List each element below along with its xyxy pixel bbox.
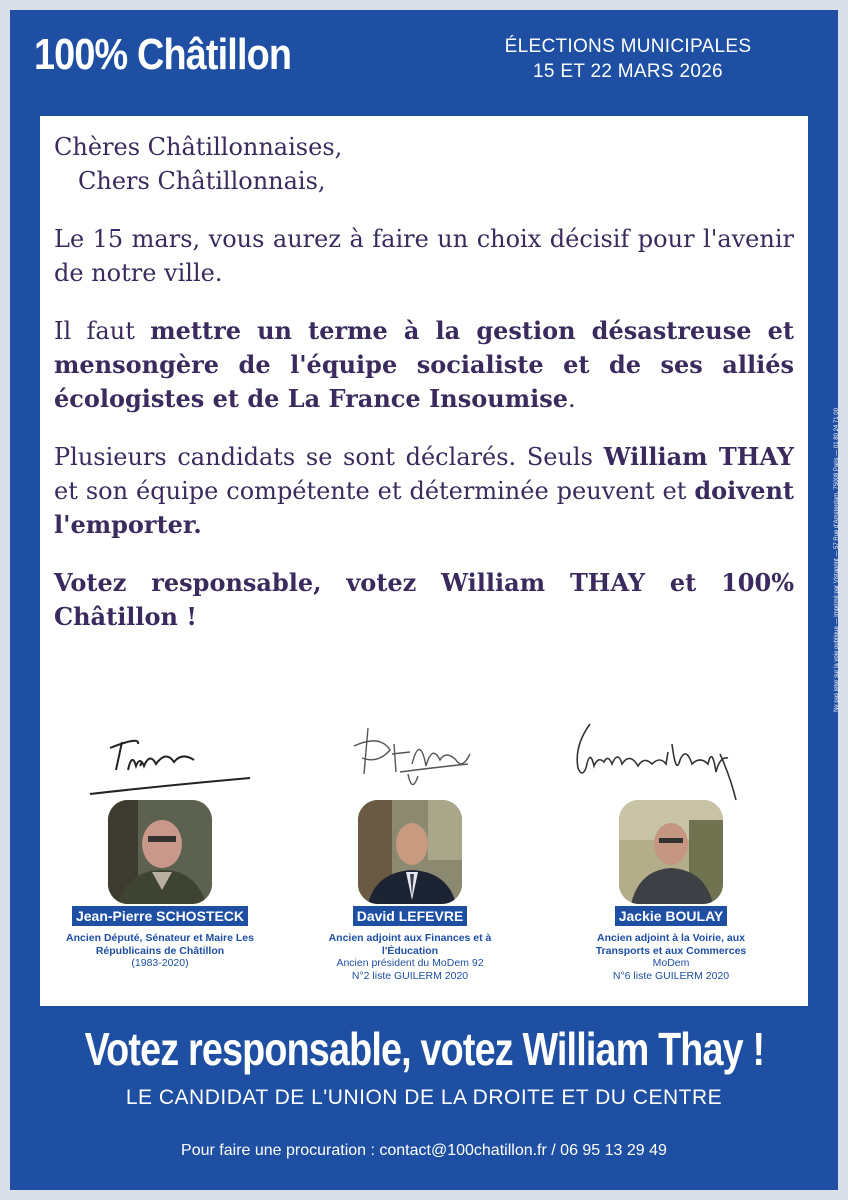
footer-title-text: Votez responsable, votez William Thay ! xyxy=(84,1023,764,1075)
letter-body xyxy=(54,130,794,634)
candidate-card-boulay xyxy=(576,800,766,982)
paragraph-3-bold-2: doivent l'emporter. xyxy=(54,476,794,539)
person-photo-icon xyxy=(108,800,212,904)
candidate-role-extra-1: MoDem xyxy=(652,957,690,969)
candidate-name: Jackie BOULAY xyxy=(615,906,728,926)
candidate-role-bold: Ancien adjoint à la Voirie, aux Transports et aux Commerces xyxy=(595,932,747,957)
paragraph-3-pre: Plusieurs candidats se sont déclarés. Seuls xyxy=(54,443,604,471)
footer-subtitle: LE CANDIDAT DE L'UNION DE LA DROITE ET DU CENTRE xyxy=(125,1086,723,1109)
candidate-name: David LEFEVRE xyxy=(353,906,468,926)
brand-title: 100% Châtillon xyxy=(34,30,292,79)
candidate-role xyxy=(320,932,500,982)
candidate-role-extra-2: N°6 liste GUILERM 2020 xyxy=(612,969,730,982)
candidate-card-lefevre xyxy=(320,800,500,982)
legal-notice-text: Ne pas jeter sur la voie publique — Imprimé par Vistaprint — 57 Rue d'Amsterdam, 75008 Paris — 01 80 24 71 00 xyxy=(834,408,840,712)
candidate-card-schosteck xyxy=(60,800,260,970)
candidate-role xyxy=(60,932,260,970)
paragraph-2-bold: mettre un terme à la gestion désastreuse et mensongère de l'équipe socialiste et de ses alliés écologistes et de La France Insoumise xyxy=(54,316,794,413)
candidate-photo xyxy=(358,800,462,904)
paragraph-1: Le 15 mars, vous aurez à faire un choix décisif pour l'avenir de notre ville. xyxy=(54,225,794,287)
signature-boulay xyxy=(560,716,760,806)
signature-lefevre xyxy=(340,714,510,804)
candidate-role-extra-1: (1983-2020) xyxy=(131,957,189,969)
paragraph-3-mid: et son équipe compétente et déterminée peuvent et xyxy=(54,477,695,505)
paragraph-3-bold-1: William THAY xyxy=(603,442,794,471)
candidate-role-extra-2: N°2 liste GUILERM 2020 xyxy=(351,969,469,982)
candidate-role-bold: Ancien adjoint aux Finances et à l'Éducation xyxy=(328,932,492,957)
election-line-2: 15 ET 22 MARS 2026 xyxy=(533,61,723,82)
candidate-role-bold: Ancien Député, Sénateur et Maire Les Républicains de Châtillon xyxy=(66,932,254,957)
salutation-1: Chères Châtillonnaises, xyxy=(54,133,343,161)
candidate-photo xyxy=(108,800,212,904)
candidate-role-extra-1: Ancien président du MoDem 92 xyxy=(336,957,484,969)
candidate-name: Jean-Pierre SCHOSTECK xyxy=(72,906,248,926)
paragraph-2 xyxy=(54,314,794,416)
paragraph-2-post: . xyxy=(567,385,576,413)
candidate-photo xyxy=(619,800,723,904)
legal-notice xyxy=(830,360,844,760)
closing-statement: Votez responsable, votez William THAY et 100% Châtillon ! xyxy=(54,568,794,631)
footer-contact: Pour faire une procuration : contact@100chatillon.fr / 06 95 13 29 49 xyxy=(181,1142,667,1159)
salutation-2: Chers Châtillonnais, xyxy=(78,167,326,195)
person-photo-icon xyxy=(619,800,723,904)
paragraph-3 xyxy=(54,440,794,542)
letter-panel xyxy=(40,116,808,1006)
paragraph-2-pre: Il faut xyxy=(54,317,151,345)
footer-title xyxy=(0,1022,848,1076)
candidate-role xyxy=(576,932,766,982)
election-dates xyxy=(468,34,788,84)
signature-schosteck xyxy=(70,722,260,802)
person-photo-icon xyxy=(358,800,462,904)
election-line-1: ÉLECTIONS MUNICIPALES xyxy=(504,36,752,57)
